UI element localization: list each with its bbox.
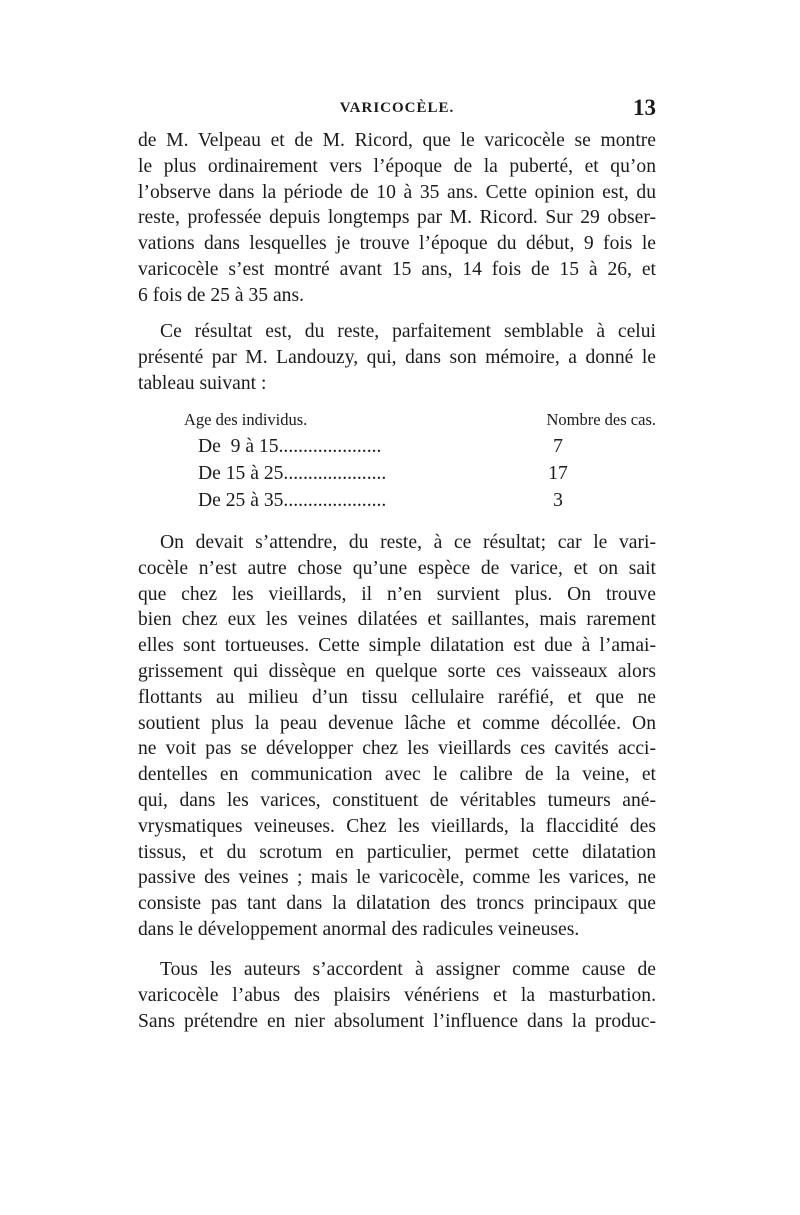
text-line: elles sont tortueuses. Cette simple dilatation est due à l’amai- — [138, 635, 656, 657]
text-line: Sans prétendre en nier absolument l’influence dans la produc- — [138, 1010, 656, 1032]
table-header — [138, 410, 656, 433]
text-line: vations dans lesquelles je trouve l’époque du début, 9 fois le — [138, 233, 656, 255]
text-line: présenté par M. Landouzy, qui, dans son mémoire, a donné le — [138, 346, 656, 368]
text-line: 6 fois de 25 à 35 ans. — [138, 284, 304, 306]
text-line: tableau suivant : — [138, 372, 267, 394]
table-cell-age: De 9 à 15..................... — [198, 436, 382, 457]
text-line: grissement qui dissèque en quelque sorte ces vaisseaux alors — [138, 660, 656, 682]
text-line: Ce résultat est, du reste, parfaitement semblable à celui — [160, 321, 656, 342]
paragraph-3 — [138, 530, 656, 943]
table-row — [138, 433, 656, 460]
age-table — [138, 410, 656, 514]
text-line: varicocèle s’est montré avant 15 ans, 14 fois de 15 à 26, et — [138, 258, 656, 280]
text-line: l’observe dans la période de 10 à 35 ans. Cette opinion est, du — [138, 181, 656, 203]
table-cell-age: De 15 à 25..................... — [198, 463, 387, 484]
text-line: flottants au milieu d’un tissu cellulaire raréfié, et que ne — [138, 686, 656, 708]
text-line: ne voit pas se développer chez les vieillards ces cavités acci- — [138, 738, 656, 760]
text-line: de M. Velpeau et de M. Ricord, que le varicocèle se montre — [138, 130, 656, 151]
text-line: dentelles en communication avec le calibre de la veine, et — [138, 764, 656, 786]
paragraph-1 — [138, 128, 656, 309]
text-line: qui, dans les varices, constituent de véritables tumeurs ané- — [138, 789, 656, 811]
running-head — [138, 96, 656, 124]
text-line: tissus, et du scrotum en particulier, permet cette dilatation — [138, 841, 656, 863]
text-line: soutient plus la peau devenue lâche et comme décollée. On — [138, 712, 656, 734]
table-header-count: Nombre des cas. — [546, 410, 656, 429]
text-line: dans le développement anormal des radicules veineuses. — [138, 918, 580, 940]
table-cell-age: De 25 à 35..................... — [198, 490, 387, 511]
table-row — [138, 487, 656, 514]
table-cell-count: 7 — [553, 436, 563, 457]
text-line: que chez les vieillards, il n’en survient plus. On trouve — [138, 583, 656, 605]
text-line: bien chez eux les veines dilatées et saillantes, mais rarement — [138, 609, 656, 631]
running-title: VARICOCÈLE. — [339, 100, 455, 116]
table-cell-count: 17 — [548, 463, 568, 484]
text-line: consiste pas tant dans la dilatation des troncs principaux que — [138, 893, 656, 915]
text-line: cocèle n’est autre chose qu’une espèce de varice, et on sait — [138, 557, 656, 579]
page-number: 13 — [633, 95, 656, 120]
paragraph-4 — [138, 957, 656, 1034]
text-line: reste, professée depuis longtemps par M. Ricord. Sur 29 obser- — [138, 207, 656, 229]
text-line: passive des veines ; mais le varicocèle, comme les varices, ne — [138, 867, 656, 889]
table-cell-count: 3 — [553, 490, 563, 511]
table-header-age: Age des individus. — [184, 410, 308, 429]
paragraph-2 — [138, 319, 656, 396]
text-line: Tous les auteurs s’accordent à assigner comme cause de — [160, 959, 656, 980]
text-line: vrysmatiques veineuses. Chez les vieillards, la flaccidité des — [138, 815, 656, 837]
text-line: varicocèle l’abus des plaisirs vénériens et la masturbation. — [138, 984, 656, 1006]
text-line: le plus ordinairement vers l’époque de la puberté, et qu’on — [138, 155, 656, 177]
table-row — [138, 460, 656, 487]
text-line: On devait s’attendre, du reste, à ce résultat; car le vari- — [160, 532, 656, 553]
